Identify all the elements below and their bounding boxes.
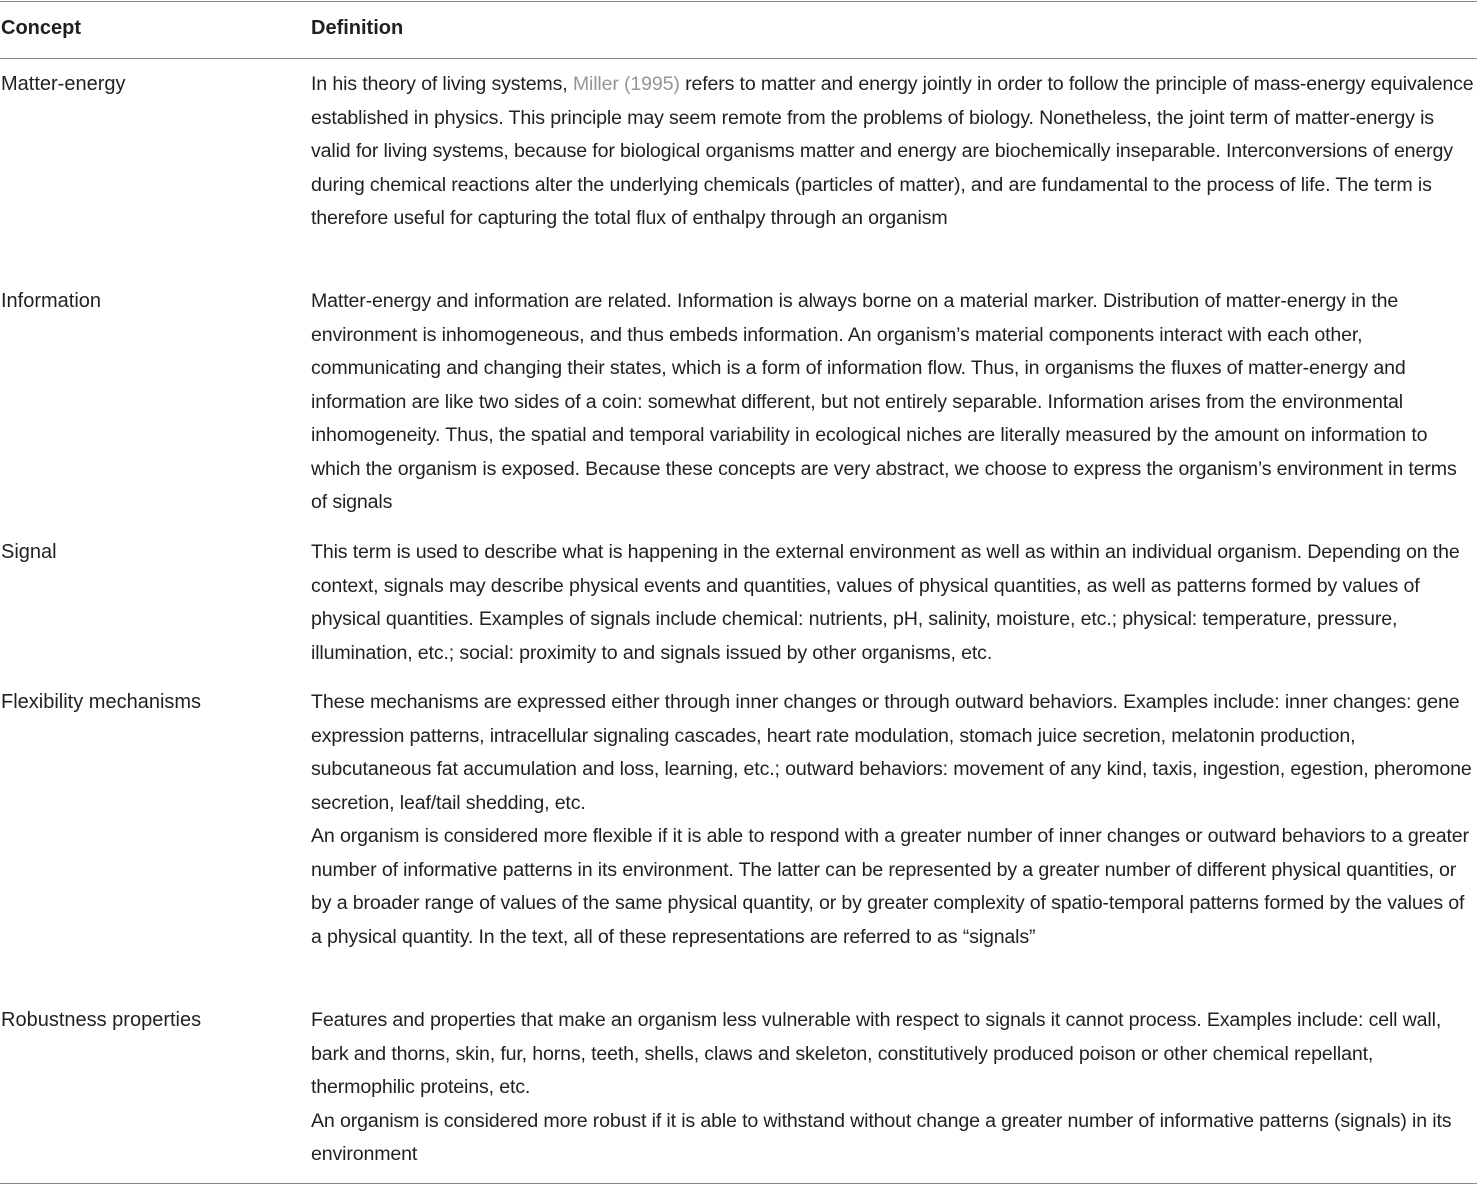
concept-cell: Signal (1, 541, 57, 563)
concept-cell: Robustness properties (1, 1009, 202, 1031)
definition-cell (311, 68, 1477, 236)
definition-cell (311, 536, 1477, 670)
definition-text: An organism is considered more flexible if it is able to respond with a greater number of inner changes or outward behaviors to a greater number of informative patterns in its environment. The latter can be represented by a greater number of different physical quantities, or by a broader range of values of the same physical quantity, or by greater complexity of spatio-temporal patterns formed by the values of a physical quantity. In the text, all of these representations are referred to as “signals” (311, 825, 1469, 948)
definition-text: refers to matter and energy jointly in order to follow the principle of mass-energy equivalence established in physics. This principle may seem remote from the problems of biology. Nonetheless, the joint term of matter-energy is valid for living systems, because for biological organisms matter and energy are biochemically inseparable. Interconversions of energy during chemical reactions alter the underlying chemicals (particles of matter), and are fundamental to the process of life. The term is therefore useful for capturing the total flux of enthalpy through an organism (311, 73, 1474, 229)
concept-cell: Flexibility mechanisms (1, 691, 202, 713)
definition-cell (311, 686, 1477, 954)
table-bottom-rule (0, 1183, 1477, 1184)
header-divider-rule (0, 58, 1477, 59)
table-top-rule (0, 1, 1477, 2)
definition-text: These mechanisms are expressed either through inner changes or through outward behaviors. Examples include: inner changes: gene expression patterns, intracellular signaling cascades, heart rate modulation, stomach juice secretion, melatonin production, subcutaneous fat accumulation and loss, learning, etc.; outward behaviors: movement of any kind, taxis, ingestion, egestion, pheromone secretion, leaf/tail shedding, etc. (311, 691, 1472, 814)
definition-text: This term is used to describe what is happening in the external environment as well as within an individual organism. Depending on the context, signals may describe physical events and quantities, values of physical quantities, as well as patterns formed by values of physical quantities. Examples of signals include chemical: nutrients, pH, salinity, moisture, etc.; physical: temperature, pressure, illumination, etc.; social: proximity to and signals issued by other organisms, etc. (311, 541, 1460, 664)
definition-text: An organism is considered more robust if it is able to withstand without change a greater number of informative patterns (signals) in its environment (311, 1109, 1452, 1165)
concept-cell: Matter-energy (1, 73, 126, 95)
definition-text: Matter-energy and information are related. Information is always borne on a material marker. Distribution of matter-energy in the environment is inhomogeneous, and thus embeds information. An organism’s material components interact with each other, communicating and changing their states, which is a form of information flow. Thus, in organisms the fluxes of matter-energy and information are like two sides of a coin: somewhat different, but not entirely separable. Information arises from the environmental inhomogeneity. Thus, the spatial and temporal variability in ecological niches are literally measured by the amount on information to which the organism is exposed. Because these concepts are very abstract, we choose to express the organism’s environment in terms of signals (311, 290, 1457, 513)
definition-cell (311, 285, 1477, 520)
concept-cell: Information (1, 290, 102, 312)
column-header-definition: Definition (311, 17, 404, 39)
column-header-concept: Concept (1, 17, 81, 39)
definition-text: Features and properties that make an organism less vulnerable with respect to signals it cannot process. Examples include: cell wall, bark and thorns, skin, fur, horns, teeth, shells, claws and skeleton, constitutively produced poison or other chemical repellant, thermophilic proteins, etc. (311, 1009, 1442, 1098)
definition-text: In his theory of living systems, (311, 73, 573, 95)
citation-link-miller-1995[interactable]: Miller (1995) (572, 73, 680, 95)
definition-cell (311, 1004, 1477, 1172)
